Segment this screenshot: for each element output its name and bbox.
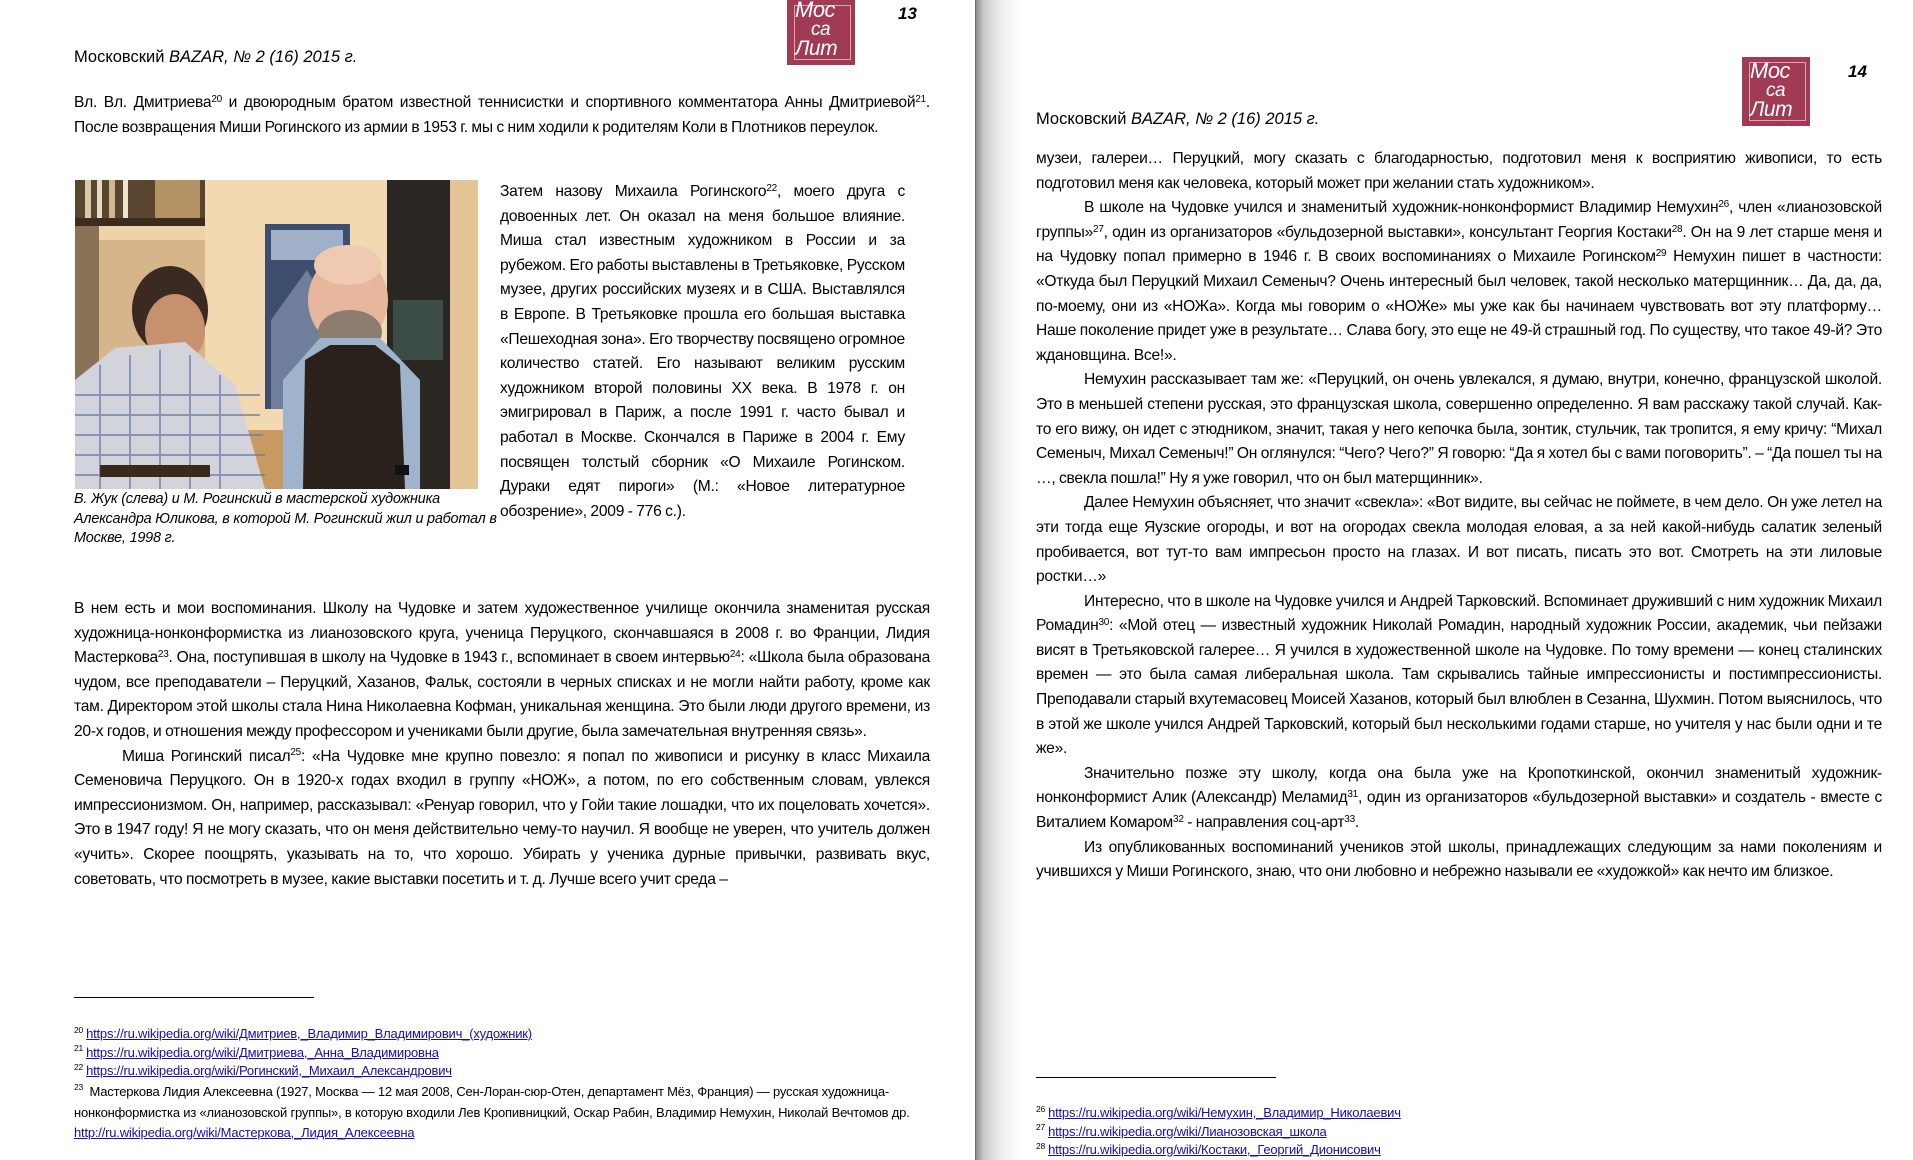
footnote-link[interactable]: http://ru.wikipedia.org/wiki/Мастеркова,_Лидия_Алексеевна — [74, 1124, 415, 1140]
paragraph-nemukhin — [1036, 196, 1882, 368]
text: : «На Чудовке мне крупно повезло: я попал по живописи и рисунку в класс Михаила Семеновича Перуцкого. Он в 1920-х годах входил в группу «НОЖ», а потом, по его собственным словам, увлекся импрессионизмом. Он, например, рассказывал: «Ренуар говорил, что у Гойи такие лошадки, что их поцеловать хочется». Это в 1947 году! Я не могу сказать, что он меня действительно чему-то научил. Я вообще не уверен, что учитель должен «учить». Скорее поощрять, указывать на то, что хорошо. Убирать у ученика дурные привычки, развивать вкус, советовать, что посмотреть в музее, какие выставки посетить и т. д. Лучше всего учит среда – — [74, 747, 930, 888]
logo-text-line1: Мос — [795, 0, 836, 22]
footnote-number: 23 — [74, 1082, 84, 1093]
footnote-separator — [74, 997, 314, 998]
running-head-title: BAZAR, — [1131, 110, 1191, 128]
text: , моего друга с довоенных лет. Он оказал на меня большое влияние. Миша стал известным художником в России и за рубежом. Его работы выставлены в Третьяковке, Русском музее, других российских музеях и в США. Выставлялся в Европе. В Третьяковке прошла его большая выставка «Пешеходная зона». Его творчеству посвящено огромное количество статей. Его называют великим русским художником второй половины XX века. В 1978 г. он эмигрировал в Париж, а после 1991 г. часто бывал и работал в Москве. Скончался в Париже в 2004 г. Ему посвящен толстый сборник «О Михаиле Рогинском. Дураки едят пироги» (М.: «Новое литературное обозрение», 2009 - 776 с.). — [500, 183, 905, 520]
running-head-prefix: Московский — [1036, 110, 1132, 128]
footnote-ref-27[interactable]: 27 — [1093, 223, 1104, 235]
paragraph-melamid — [1036, 762, 1882, 836]
text: Миша Рогинский писал — [122, 747, 291, 765]
running-head-prefix: Московский — [74, 48, 170, 66]
footnote-separator — [1036, 1077, 1276, 1078]
text: : «Школа была образована чудом, все преподаватели – Перуцкий, Хазанов, Фальк, состояли в черных списках и не могли найти работу, кроме как там. Директором этой школы стала Нина Николаевна Кофман, уникальная женщина. Это были люди другого времени, из 20-х годов, и отношения между профессором и учениками были другие, была замечательная внутренняя связь». — [74, 649, 930, 740]
main-text — [74, 597, 930, 892]
text: В школе на Чудовке учился и знаменитый художник-нонконформист Владимир Немухин — [1084, 199, 1719, 217]
footnote-ref-26[interactable]: 26 — [1718, 199, 1729, 210]
footnote-23 — [74, 1081, 944, 1124]
footnote-number: 21 — [74, 1043, 84, 1054]
footnote-27 — [1036, 1123, 1896, 1142]
footnote-20 — [74, 1025, 944, 1044]
page-number: 14 — [1848, 62, 1867, 81]
running-head-title: BAZAR, — [169, 48, 229, 66]
footnote-text: Мастеркова Лидия Алексеевна (1927, Москва — 12 мая 2008, Сен-Лоран-сюр-Отен, департамент Мёз, Франция) — русская художница-нонконформистка из «лианозовской группы», в которую входили Лев Кропивницкий, Оскар Рабин, Владимир Немухин, Николай Вечтомов др. — [74, 1083, 910, 1120]
footnote-23-link — [74, 1124, 944, 1143]
text: . Он на 9 лет старше меня и на Чудовку попал примерно в 1946 г. В своих воспоминаниях о Михаиле Рогинском — [1036, 223, 1882, 266]
footnote-number: 28 — [1036, 1140, 1046, 1151]
text: Вл. Вл. Дмитриева — [74, 94, 212, 111]
text: В нем есть и мои воспоминания. Школу на Чудовке и затем художественное училище окончила знаменитая русская художница-нонконформистка из лианозовского круга, ученица Перуцкого, скончавшаяся в 2008 г. во Франции, Лидия Мастеркова — [74, 600, 930, 667]
logo-text-line2: са — [811, 19, 831, 40]
footnote-link[interactable]: https://ru.wikipedia.org/wiki/Немухин,_Владимир_Николаевич — [1048, 1105, 1401, 1120]
footnote-28 — [1036, 1141, 1896, 1160]
logo-text-line3: Лит — [1750, 98, 1793, 121]
text: , один из организаторов «бульдозерной выставки», консультант Георгия Костаки — [1103, 223, 1672, 241]
footnote-ref-29[interactable]: 29 — [1655, 248, 1667, 260]
running-head — [74, 48, 357, 67]
paragraph-4: Далее Немухин объясняет, что значит «свекла»: «Вот видите, вы сейчас не поймете, в чем дело. Он уже летел на эти тогда еще Яузские огороды, и вот на огородах свекла молодая еловая, а за ней какой-нибудь салатик зеленый пробивается, вот тут-то вам импресьон просто на глазах. И вот писать, писать это вот. Смотреть на эти лиловые ростки…» — [1036, 494, 1882, 586]
photo-caption: В. Жук (слева) и М. Рогинский в мастерской художника Александра Юликова, в которой М. Рогинский жил и работал в Москве, 1998 г. — [74, 491, 497, 546]
paragraph-1: музеи, галереи… Перуцкий, могу сказать с благодарностью, подготовил меня к восприятию живописи, то есть подготовил меня как человека, который может при желании стать художником». — [1036, 150, 1882, 192]
footnote-22 — [74, 1062, 944, 1081]
text: , один из организаторов «бульдозерной выставки» и создатель - вместе с Виталием Комаром — [1036, 789, 1882, 832]
footnote-number: 26 — [1036, 1103, 1046, 1114]
logo-text-line2: са — [1766, 80, 1786, 101]
paragraph-3: Немухин рассказывает там же: «Перуцкий, он очень увлекался, я думаю, внутри, конечно, французской школой. Это в меньшей степени русская, это французская школа, совершенно определенно. Я вам расскажу такой случай. Как-то его вижу, он идет с этюдником, значит, такая у него кепочка была, зонтик, стульчик, так тропится, я ему кричу: “Михал Семеныч, Михал Семеныч!” Он оглянулся: “Чего? Чего?” Я говорю: “Да я хотел бы с вами поговорить”. – “Да пошел ты на …, свекла пошла!” Ну я уже говорил, что он был матерщинник». — [1036, 371, 1882, 487]
photo-image — [75, 180, 478, 489]
footnote-ref-24[interactable]: 24 — [729, 649, 741, 660]
footnote-ref-30[interactable]: 30 — [1098, 617, 1110, 629]
footnote-link[interactable]: https://ru.wikipedia.org/wiki/Дмитриева,_Анна_Владимировна — [86, 1044, 439, 1060]
footnote-link[interactable]: https://ru.wikipedia.org/wiki/Костаки,_Георгий_Дионисович — [1048, 1142, 1381, 1157]
footnote-ref-22[interactable]: 22 — [766, 182, 777, 194]
footnote-link[interactable]: https://ru.wikipedia.org/wiki/Дмитриев,_Владимир_Владимирович_(художник) — [86, 1026, 532, 1041]
paragraph-romadin — [1036, 590, 1882, 762]
page-14 — [1020, 0, 1913, 1160]
running-head-issue: № 2 (16) 2015 г. — [1190, 110, 1320, 128]
running-head — [1036, 110, 1319, 129]
intro-paragraph — [74, 91, 930, 140]
footnote-ref-21[interactable]: 21 — [915, 93, 926, 105]
footnote-link[interactable]: https://ru.wikipedia.org/wiki/Рогинский,_Михаил_Александрович — [86, 1063, 452, 1078]
text: . Она, поступившая в школу на Чудовке в 1943 г., вспоминает в своем интервью — [168, 649, 730, 667]
footnote-ref-25[interactable]: 25 — [290, 747, 301, 759]
studio-photo — [75, 180, 478, 489]
page-gutter — [976, 0, 1020, 1160]
text: , член «лианозовской группы» — [1036, 199, 1882, 241]
footnote-number: 20 — [74, 1024, 84, 1035]
text: Затем назову Михаила Рогинского — [500, 183, 767, 200]
running-head-issue: № 2 (16) 2015 г. — [228, 48, 358, 66]
footnote-ref-23[interactable]: 23 — [157, 649, 169, 660]
footnote-link[interactable]: https://ru.wikipedia.org/wiki/Лианозовская_школа — [1048, 1123, 1327, 1139]
main-text — [1036, 147, 1882, 885]
logo-text-line3: Лит — [795, 37, 838, 60]
text: - направления соц-арт — [1183, 814, 1345, 832]
footnote-ref-33[interactable]: 33 — [1344, 813, 1355, 825]
moscalit-logo — [1742, 57, 1810, 126]
footnote-21 — [74, 1044, 944, 1063]
page-number: 13 — [898, 4, 917, 23]
footnote-number: 27 — [1036, 1122, 1046, 1133]
footnote-ref-20[interactable]: 20 — [211, 93, 222, 105]
paragraph-roginsky — [74, 745, 930, 893]
footnote-ref-32[interactable]: 32 — [1173, 813, 1184, 825]
logo-text-line1: Мос — [1750, 58, 1791, 83]
text: Интересно, что в школе на Чудовке учился и Андрей Тарковский. Вспоминает друживший с ним художник Михаил Ромадин — [1036, 592, 1882, 635]
footnote-ref-31[interactable]: 31 — [1347, 789, 1358, 801]
text: Значительно позже эту школу, когда она была уже на Кропоткинской, окончил знаменитый художник-нонконформист Алик (Александр) Меламид — [1036, 764, 1882, 807]
footnotes — [1036, 1104, 1896, 1160]
text: и двоюродным братом известной теннисистки и спортивного комментатора Анны Дмитриевой — [221, 94, 916, 111]
text: . После возвращения Миши Рогинского из армии в 1953 г. мы с ним ходили к родителям Коли в Плотников переулок. — [74, 94, 930, 136]
paragraph-masterkova — [74, 597, 930, 745]
side-paragraph — [500, 180, 905, 524]
text: : «Мой отец — известный художник Николай Ромадин, народный художник России, академик, чьи пейзажи висят в Третьяковской галерее… Я учился в художественной школе на Чудовке. По тому времени — конец сталинских времен — это была самая либеральная школа. Там скрывались тайные импрессионисты и постимпрессионисты. Преподавали старый вхутемасовец Моисей Хазанов, который был влюблен в Сезанна, Шухмин. Потом выяснилось, что в этой же школе учился Андрей Тарковский, который был несколькими годами старше, но учителя у нас были одни и те же». — [1036, 617, 1882, 758]
moscalit-logo — [787, 0, 855, 65]
footnote-number: 22 — [74, 1061, 84, 1072]
paragraph-7: Из опубликованных воспоминаний учеников этой школы, принадлежащих следующим за нами поколениям и учившихся у Миши Рогинского, знаю, что они любовно и небрежно называли ее «художкой» как нечто им близкое. — [1036, 838, 1882, 881]
page-edge — [975, 0, 976, 1160]
footnotes — [74, 1025, 944, 1142]
text: Немухин пишет в частности: «Откуда был Перуцкий Михаил Семеныч? Очень интересный был человек, такой несколько матерщинник… Да, да, да, по-моему, они из «НОЖа». Когда мы говорим о «НОЖе» мы уже как бы начинаем чувствовать вот эту платформу… Наше поколение придет уже в результате… Слава богу, это еще не 49-й страшный год. По существу, что такое 49-й? Это ждановщина. Все!». — [1036, 248, 1882, 364]
footnote-26 — [1036, 1104, 1896, 1123]
footnote-ref-28[interactable]: 28 — [1671, 223, 1683, 235]
text: . — [1354, 814, 1359, 832]
